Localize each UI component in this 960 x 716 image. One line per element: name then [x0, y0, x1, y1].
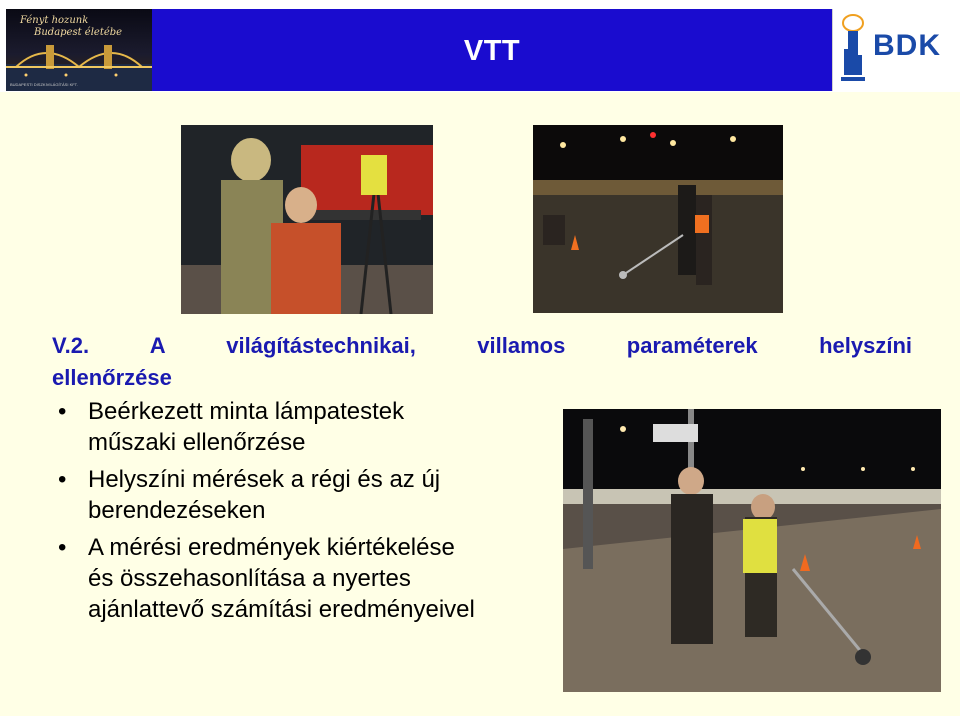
- section-heading-line2: ellenőrzése: [52, 365, 172, 390]
- bullet-text: és összehasonlítása a nyertes: [88, 565, 411, 592]
- photo-street-crew-icon: [533, 125, 783, 313]
- photo-night-street-crew: [533, 125, 783, 313]
- bullet-symbol: •: [58, 466, 67, 493]
- bullet-text: ajánlattevő számítási eredményeivel: [88, 596, 475, 623]
- bullet-symbol: •: [58, 534, 67, 561]
- photo-field-measurement: [181, 125, 433, 314]
- title-band: [152, 9, 832, 91]
- bullet-symbol: •: [58, 398, 67, 425]
- bullet-text: Helyszíni mérések a régi és az új: [88, 466, 441, 493]
- logo-script-text: Fényt hozunk Budapest életébe: [20, 15, 123, 38]
- bdk-tower-icon: [835, 9, 875, 91]
- slide-title: VTT: [463, 35, 521, 67]
- bullet-item: [52, 464, 572, 526]
- logo-fine-print: BUDAPESTI DISZKIVILÁGÍTÁSI KFT.: [10, 82, 78, 87]
- bullet-item: [52, 396, 572, 458]
- photo-people-tripod-icon: [181, 125, 433, 314]
- bullet-text: Beérkezett minta lámpatestek: [88, 398, 405, 425]
- bullet-text: A mérési eredmények kiértékelése: [88, 534, 455, 561]
- bdk-logo: [832, 9, 957, 91]
- budapest-lighting-logo: [6, 9, 152, 91]
- bullet-item: [52, 532, 572, 625]
- section-heading-line1: V.2. A világítástechnikai, villamos paraméterek helyszíni: [52, 333, 912, 358]
- bullet-text: műszaki ellenőrzése: [88, 429, 306, 456]
- bullet-list: [52, 396, 572, 631]
- photo-men-measuring-icon: [563, 409, 941, 692]
- bullet-text: berendezéseken: [88, 497, 266, 524]
- bdk-brand-text: BDK: [873, 29, 941, 62]
- photo-night-measurement-men: [563, 409, 941, 692]
